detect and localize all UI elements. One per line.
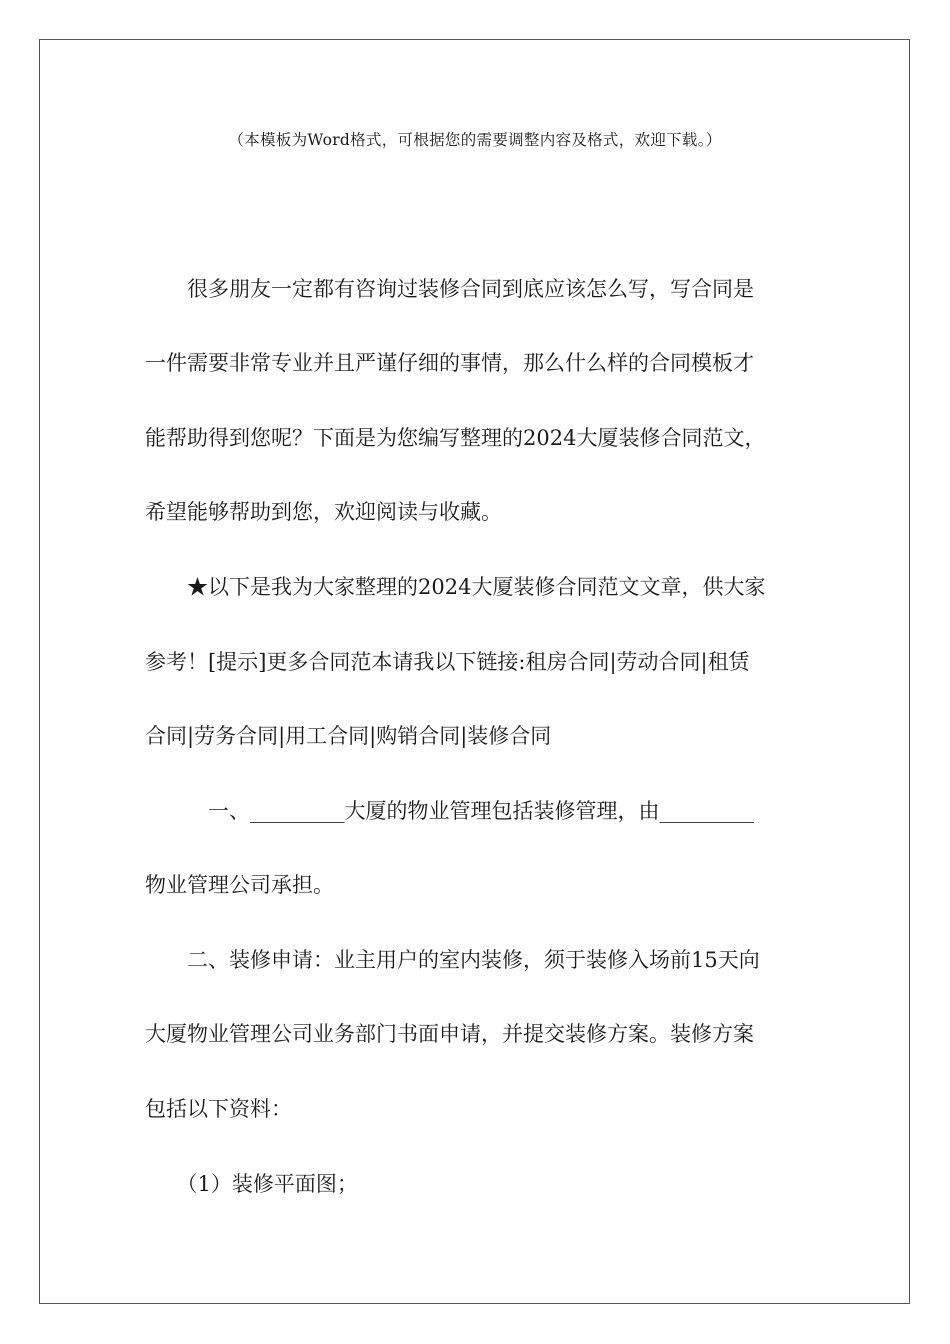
intro-line-3: 能帮助得到您呢？下面是为您编写整理的2024大厦装修合同范文， [145, 426, 766, 450]
clause-1-line-2: 物业管理公司承担。 [145, 873, 334, 897]
list-item-1: （1）装修平面图； [145, 1172, 358, 1196]
intro-line-1: 很多朋友一定都有咨询过装修合同到底应该怎么写，写合同是 [145, 277, 754, 301]
intro-line-2: 一件需要非常专业并且严谨仔细的事情，那么什么样的合同模板才 [145, 351, 754, 375]
clause-2-line-3: 包括以下资料： [145, 1097, 292, 1121]
clause-2-line-1: 二、装修申请：业主用户的室内装修，须于装修入场前15天向 [145, 948, 760, 972]
notice-line-3: 合同|劳务合同|用工合同|购销合同|装修合同 [145, 724, 552, 748]
notice-line-1: ★以下是我为大家整理的2024大厦装修合同范文文章，供大家 [145, 575, 766, 599]
template-note: （本模板为Word格式，可根据您的需要调整内容及格式，欢迎下载。） [228, 131, 722, 149]
notice-line-2: 参考！[提示]更多合同范本请我以下链接:租房合同|劳动合同|租赁 [145, 650, 750, 674]
intro-line-4: 希望能够帮助到您，欢迎阅读与收藏。 [145, 500, 502, 524]
clause-2-line-2: 大厦物业管理公司业务部门书面申请，并提交装修方案。装修方案 [145, 1022, 754, 1046]
clause-1-line-1: 一、_________大厦的物业管理包括装修管理，由_________ [145, 799, 754, 823]
